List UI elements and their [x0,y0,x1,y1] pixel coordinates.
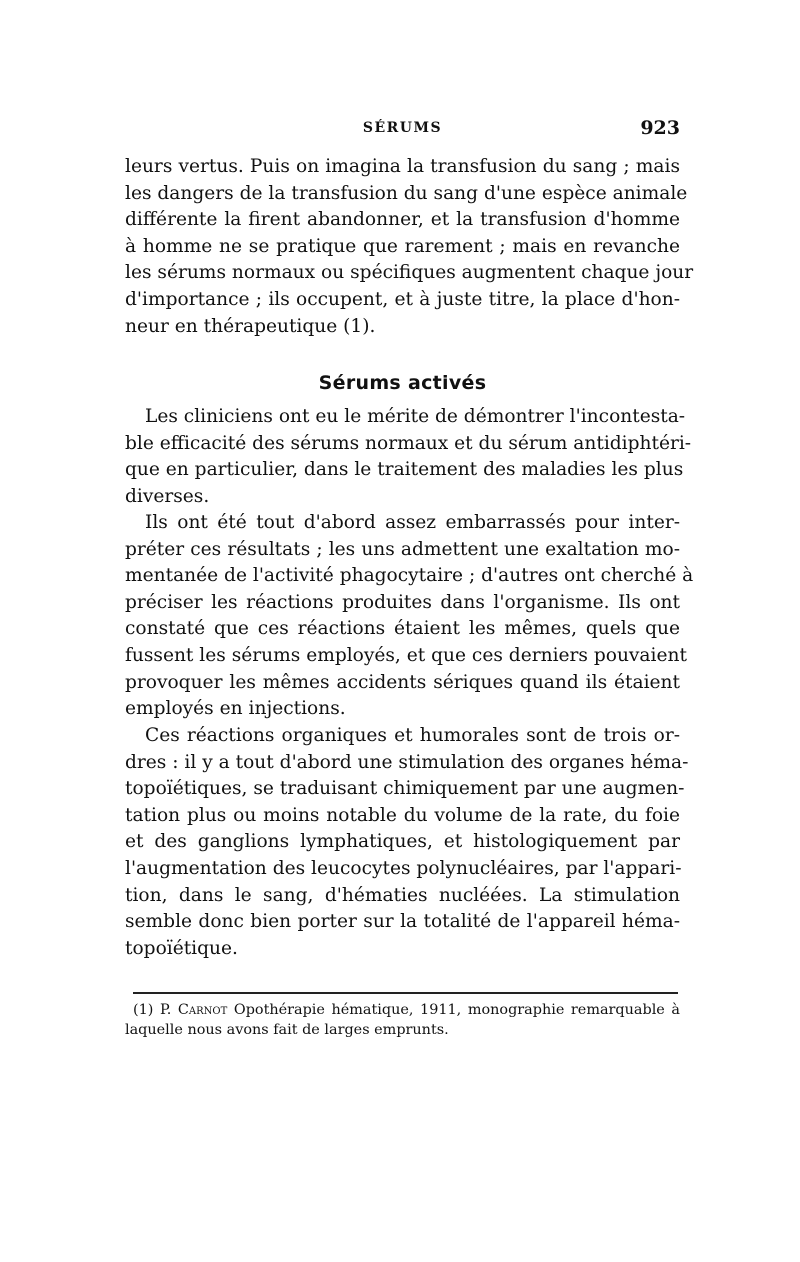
page-number: 923 [640,117,680,139]
text-line: fussent les sérums employés, et que ces derniers pouvaient [125,644,687,666]
paragraph-cliniciens [125,404,692,510]
section-heading: Sérums activés [318,372,487,394]
footnote-line [125,1000,680,1020]
text-line: Ces réactions organiques et humorales sont de trois or- [145,725,680,746]
text-line: topoïétique. [125,937,238,959]
text-line: topoïétiques, se traduisant chimiquement par une augmen- [125,778,685,800]
text-line: d'importance ; ils occupent, et à juste titre, la place d'hon- [125,288,680,310]
paragraph-embarrasses [125,510,694,723]
running-head [125,117,680,144]
text-line: provoquer les mêmes accidents sériques quand ils étaient [125,671,680,693]
text-line: diverses. [125,485,210,507]
text-line: tion, dans le sang, d'hématies nucléées. La stimulation [125,884,680,906]
text-line: dres : il y a tout d'abord une stimulation des organes héma- [125,751,689,773]
text-line: neur en thérapeutique (1). [125,315,376,337]
text-line: ble efficacité des sérums normaux et du sérum antidiphtéri- [125,432,692,454]
footnote-author: Carnot [177,1002,228,1018]
text-line: à homme ne se pratique que rarement ; mais en revanche [125,235,680,257]
footnote-line: laquelle nous avons fait de larges emprunts. [125,1022,449,1038]
text-line: tation plus ou moins notable du volume de la rate, du foie [125,804,680,826]
text-line: l'augmentation des leucocytes polynucléaires, par l'appari- [125,857,682,879]
text-line: les dangers de la transfusion du sang d'une espèce animale [125,182,688,204]
text-line: les sérums normaux ou spécifiques augmentent chaque jour [125,262,694,284]
text-line: mentanée de l'activité phagocytaire ; d'autres ont cherché à [125,565,694,587]
footnote [125,1000,680,1040]
text-line: que en particulier, dans le traitement des maladies les plus [125,459,684,481]
text-line: Les cliniciens ont eu le mérite de démontrer l'incontesta- [145,406,686,427]
text-line: et des ganglions lymphatiques, et histologiquement par [125,831,680,853]
footnote-text: Opothérapie hématique, 1911, monographie remarquable à [233,1002,680,1018]
text-line: constaté que ces réactions étaient les mêmes, quels que [125,618,680,640]
intro-paragraph [125,154,694,340]
text-line: préciser les réactions produites dans l'organisme. Ils ont [125,591,680,613]
text-line: semble donc bien porter sur la totalité de l'appareil héma- [125,911,680,933]
text-line: employés en injections. [125,698,346,720]
text-line: préter ces résultats ; les uns admettent une exaltation mo- [125,538,680,560]
text-line: leurs vertus. Puis on imagina la transfusion du sang ; mais [125,156,680,177]
footnote-marker: (1) P. [133,1002,172,1018]
text-line: Ils ont été tout d'abord assez embarrassés pour inter- [145,512,680,533]
footnote-divider [133,992,678,994]
paragraph-reactions [125,723,689,962]
running-head-title: SÉRUMS [362,120,443,136]
text-line: différente la firent abandonner, et la transfusion d'homme [125,209,680,231]
